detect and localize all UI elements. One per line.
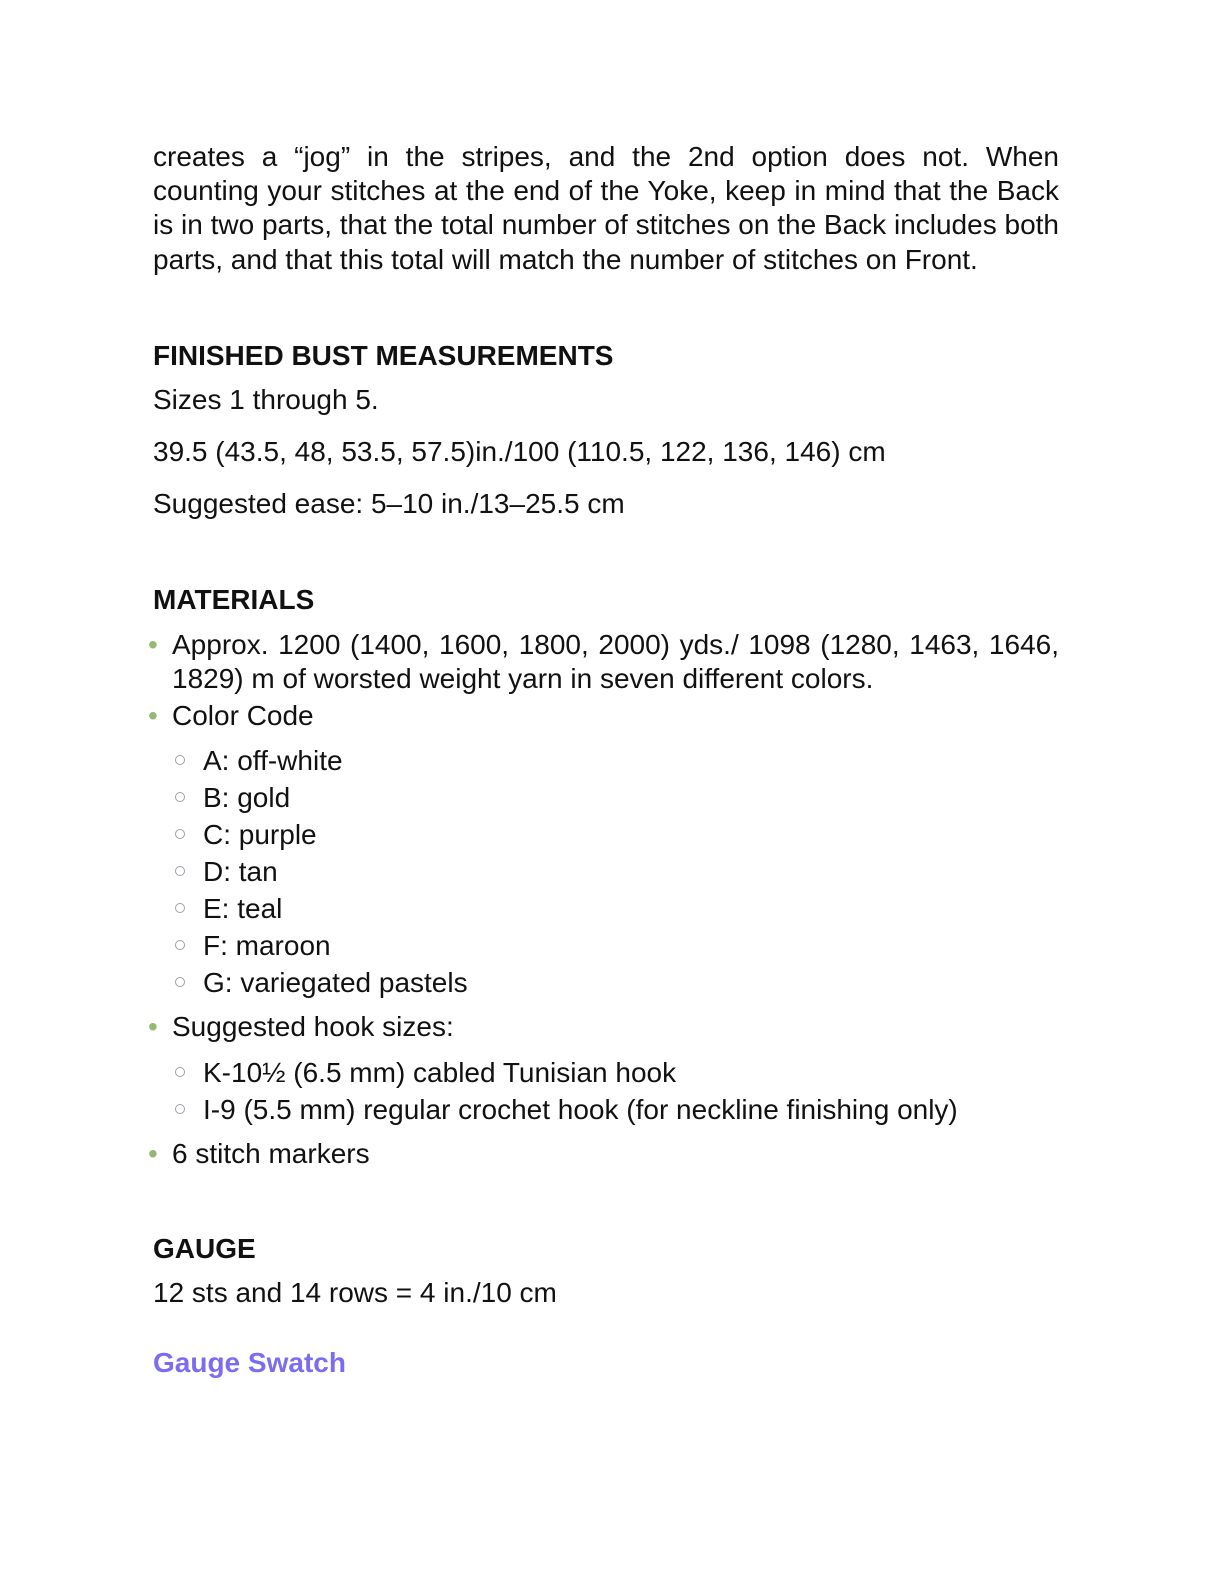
color-code-label: Color Code [172, 699, 314, 731]
hollow-circle-icon [175, 755, 185, 765]
yarn-text: Approx. 1200 (1400, 1600, 1800, 2000) yds./ 1098 (1280, 1463, 1646, 1829) m of worsted weight yarn in seven different colors. [172, 628, 1059, 695]
list-item [148, 628, 1059, 697]
bullet-dot-icon: • [148, 1137, 158, 1169]
hook-sizes-list [153, 1054, 1059, 1128]
hollow-circle-icon [175, 903, 185, 913]
hollow-circle-icon [175, 940, 185, 950]
list-item [153, 779, 1059, 816]
color-code-list [153, 742, 1059, 1001]
list-item [148, 1137, 1059, 1172]
list-item [153, 816, 1059, 853]
hollow-circle-icon [175, 1067, 185, 1077]
list-item [148, 1010, 1059, 1128]
color-item-text: E: teal [203, 893, 283, 925]
bullet-dot-icon: • [148, 699, 158, 731]
color-item-text: A: off-white [203, 745, 343, 777]
hook-sizes-label: Suggested hook sizes: [172, 1011, 454, 1043]
color-item-text: B: gold [203, 782, 291, 814]
hollow-circle-icon [175, 829, 185, 839]
bust-sizes: Sizes 1 through 5. [153, 383, 379, 415]
hollow-circle-icon [175, 1104, 185, 1114]
list-item [153, 853, 1059, 890]
gauge-heading: GAUGE [153, 1233, 256, 1265]
hollow-circle-icon [175, 866, 185, 876]
color-item-text: C: purple [203, 819, 317, 851]
bust-heading: FINISHED BUST MEASUREMENTS [153, 339, 614, 371]
hook-item-text: K-10½ (6.5 mm) cabled Tunisian hook [203, 1056, 677, 1088]
gauge-value: 12 sts and 14 rows = 4 in./10 cm [153, 1277, 557, 1309]
bust-measurements: 39.5 (43.5, 48, 53.5, 57.5)in./100 (110.5, 122, 136, 146) cm [153, 435, 886, 467]
hook-item-text: I-9 (5.5 mm) regular crochet hook (for neckline finishing only) [203, 1093, 958, 1125]
intro-paragraph: creates a “jog” in the stripes, and the 2nd option does not. When counting your stitches at the end of the Yoke, keep in mind that the Back is in two parts, that the total number of stitches on the Back includes both parts, and that this total will match the number of stitches on Front. [153, 141, 1059, 275]
list-item [153, 742, 1059, 779]
materials-list [148, 628, 1059, 1172]
list-item [148, 699, 1059, 1002]
color-item-text: G: variegated pastels [203, 967, 468, 999]
bullet-dot-icon: • [148, 1011, 158, 1043]
materials-heading: MATERIALS [153, 583, 315, 615]
bust-ease: Suggested ease: 5–10 in./13–25.5 cm [153, 487, 625, 519]
list-item [153, 1091, 1059, 1128]
list-item [153, 927, 1059, 964]
gauge-swatch-heading: Gauge Swatch [153, 1347, 346, 1379]
markers-text: 6 stitch markers [172, 1137, 370, 1169]
list-item [153, 1054, 1059, 1091]
color-item-text: D: tan [203, 856, 278, 888]
bullet-dot-icon: • [148, 628, 158, 660]
list-item [153, 890, 1059, 927]
list-item [153, 964, 1059, 1001]
color-item-text: F: maroon [203, 930, 331, 962]
hollow-circle-icon [175, 977, 185, 987]
document-page [148, 140, 1059, 1380]
hollow-circle-icon [175, 792, 185, 802]
